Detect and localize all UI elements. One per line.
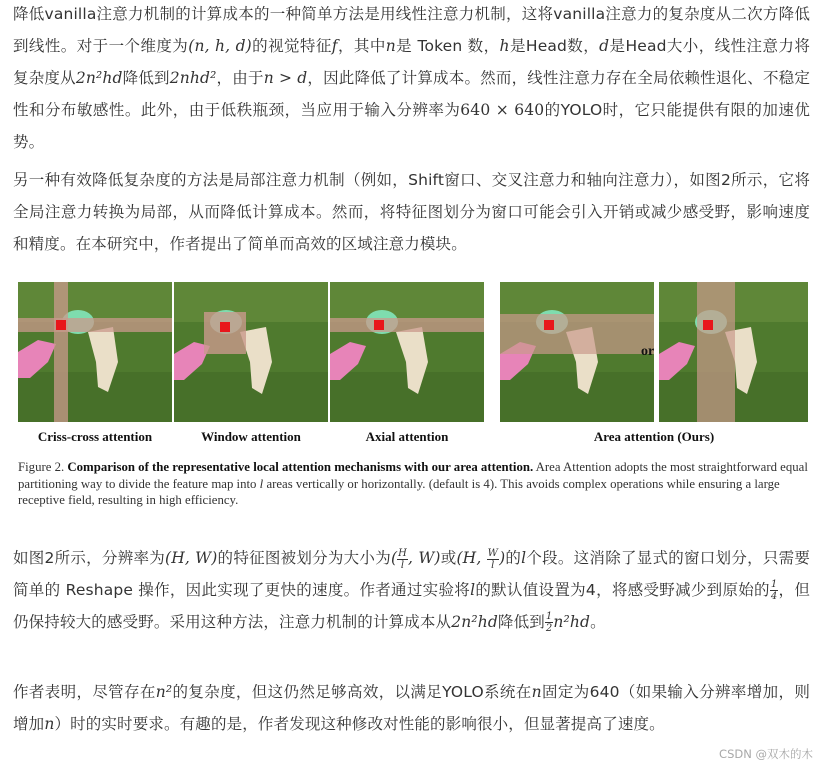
math-inline: n xyxy=(385,37,396,55)
text-segment: ，其中 xyxy=(337,37,386,55)
text-segment: 的YOLO时，它只能提供有限的加速优势。 xyxy=(13,101,810,151)
text-segment: 的 xyxy=(505,549,522,567)
math-inline: d xyxy=(599,37,610,55)
math-inline: n²hd xyxy=(553,613,591,631)
fraction-denominator: l xyxy=(491,559,495,571)
caption-title: Comparison of the representative local attention mechanisms with our area attention. xyxy=(67,460,534,474)
figure-panel-axial xyxy=(330,282,484,422)
text-segment: 。 xyxy=(590,613,606,631)
text-segment: 的复杂度，但这仍然足够高效，以满足YOLO系统在 xyxy=(172,683,532,701)
text-segment: 降低vanilla注意力机制的计算成本的一种简单方法是用线性注意力机制，这将vanilla注意力的复杂度从二次方降低到线性。对于一个维度为 xyxy=(13,5,810,55)
label-window: Window attention xyxy=(201,429,301,444)
paragraph-area-attention xyxy=(13,542,810,638)
watermark: CSDN @双木的木 xyxy=(719,747,813,761)
text-segment: 降低到 xyxy=(122,69,170,87)
fraction-numerator: W xyxy=(487,547,499,559)
math-inline: f xyxy=(331,37,338,55)
text-segment: 是Head数， xyxy=(509,37,600,55)
text-segment: ，但仍保持较大的感受野。采用这种方法，注意力机制的计算成本从 xyxy=(13,581,810,631)
math-inline: n xyxy=(531,683,542,701)
text-segment: ，因此降低了计算成本。然而，线性注意力存在全局依赖性退化、不稳定性和分布敏感性。此外，由于低秩瓶颈，当应用于输入分辨率为 xyxy=(13,69,811,119)
fraction xyxy=(487,548,499,571)
label-axial: Axial attention xyxy=(365,429,449,444)
text-segment: 的特征图被划分为大小为 xyxy=(217,549,391,567)
panel-image xyxy=(18,282,172,422)
figure-panel-window xyxy=(174,282,328,422)
math-inline: ( $\frac{H}{l}$ , W) xyxy=(390,547,441,571)
math-inline: n xyxy=(44,715,55,733)
figure-panel-area-vertical xyxy=(500,282,654,422)
label-criss-cross: Criss-cross attention xyxy=(37,429,153,444)
math-inline: h xyxy=(499,37,510,55)
caption-text: areas vertically or horizontally. (default is 4). This avoids complex operations while ensuring a large receptive field, resulting in high efficiency. xyxy=(18,476,780,507)
panel-image xyxy=(500,282,654,422)
paragraph-efficiency xyxy=(13,676,810,740)
math-inline: l xyxy=(470,581,476,599)
or-label: or xyxy=(641,344,655,359)
math-inline: (n, h, d) xyxy=(188,37,252,55)
figure-panel-criss-cross xyxy=(18,282,172,422)
text-segment: 固定为640（如果输入分辨率增加，则增加 xyxy=(13,683,810,733)
text-segment: ）时的实时要求。有趣的是，作者发现这种修改对性能的影响很小，但显著提高了速度。 xyxy=(54,715,665,733)
caption-var: l xyxy=(259,476,264,491)
fraction-numerator: 1 xyxy=(770,579,778,590)
text-segment: 是Head大小，线性注意力将复杂度从 xyxy=(13,37,810,87)
figure-caption xyxy=(18,459,808,509)
text-segment: 或 xyxy=(440,549,457,567)
fraction-denominator: l xyxy=(400,559,405,571)
panel-image xyxy=(330,282,484,422)
panel-image xyxy=(174,282,328,422)
fraction xyxy=(397,548,408,571)
fraction-denominator: 2 xyxy=(545,623,553,634)
math-inline: 2n²hd xyxy=(451,613,498,631)
figure-2 xyxy=(18,282,808,447)
fraction-denominator: 4 xyxy=(770,591,778,602)
text-segment: 的视觉特征 xyxy=(251,37,332,55)
caption-prefix: Figure 2. xyxy=(18,460,65,474)
math-inline: 2n²hd xyxy=(75,69,123,87)
figure-panel-area-horizontal xyxy=(659,282,808,422)
math-inline: l xyxy=(521,549,527,567)
math-inline: (H, $\frac{W}{l}$ ) xyxy=(456,547,506,571)
math-inline: (H, W) xyxy=(165,549,218,567)
paragraph-linear-attention xyxy=(13,0,810,158)
math-inline: 640 × 640 xyxy=(460,101,545,119)
label-area: Area attention (Ours) xyxy=(593,429,715,444)
text-segment: 降低到 xyxy=(497,613,545,631)
fraction-numerator: 1 xyxy=(545,611,553,622)
math-inline: n² xyxy=(155,683,173,701)
paragraph-local-attention: 另一种有效降低复杂度的方法是局部注意力机制（例如，Shift窗口、交叉注意力和轴向注意力），如图2所示，它将全局注意力转换为局部，从而降低计算成本。然而，将特征图划分为窗口可能会引入开销或减少感受野，影响速度和精度。在本研究中，作者提出了简单而高效的区域注意力模块。 xyxy=(13,171,810,253)
text-segment: ，由于 xyxy=(216,69,264,87)
text-segment: 如图2所示，分辨率为 xyxy=(13,549,166,567)
caption-text: Area Attention adopts the most straightforward equal partitioning way to divide the feature map into xyxy=(18,460,808,491)
math-inline: 2nhd² xyxy=(169,69,217,87)
text-segment: 的默认值设置为4，将感受野减少到原始的 xyxy=(475,581,770,599)
panel-image xyxy=(659,282,808,422)
text-segment: 作者表明，尽管存在 xyxy=(13,683,156,701)
text-segment: 个段。这消除了显式的窗口划分，只需要简单的 Reshape 操作，因此实现了更快的速度。作者通过实验将 xyxy=(13,549,811,599)
fraction-numerator: H xyxy=(398,547,408,559)
text-segment: 是 Token 数， xyxy=(395,37,500,55)
math-inline: n > d xyxy=(263,69,308,87)
